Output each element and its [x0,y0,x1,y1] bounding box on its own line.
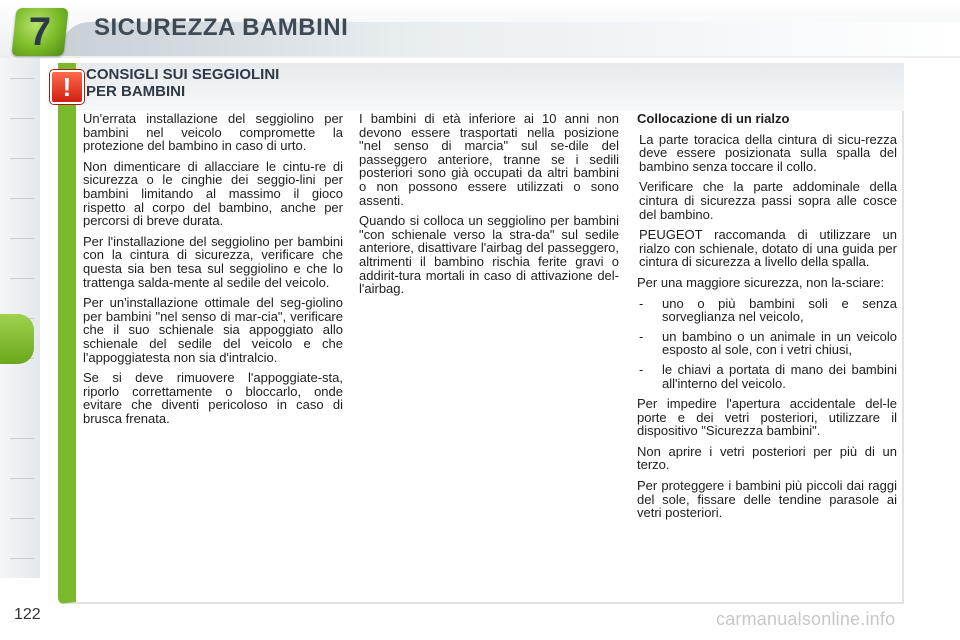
chapter-tab-divider [10,478,34,479]
text-column-1 [83,112,343,432]
chapter-tab-divider [10,78,34,79]
section-title [86,66,366,100]
watermark: carmanualsonline.info [716,609,896,629]
list-item [637,330,897,357]
bullet-list [637,297,897,391]
bullet-marker: - [639,328,644,344]
chapter-number: 7 [28,10,52,54]
chapter-tab-divider [10,518,34,519]
paragraph: Per una maggiore sicurezza, non la-sciare: [637,274,885,290]
paragraph: I bambini di età inferiore ai 10 anni non devono essere trasportati nella posizione "nel senso di marcia" sul se-dile del passeggero anteriore, tranne se i sedili posteriori sono già occupati da altri bambini o non possono essere utilizzati o sono assenti. [359,111,619,208]
subsection-heading: Collocazione di un rialzo [637,111,790,126]
chapter-tab-divider [10,118,34,119]
chapter-tab-divider [10,198,34,199]
chapter-tab-divider [10,278,34,279]
page-number: 122 [14,606,41,623]
bullet-marker: - [639,361,644,377]
list-item [637,363,897,390]
booster-block [637,133,897,269]
paragraph: Se si deve rimuovere l'appoggiate-sta, riporlo correttamente o bloccarlo, onde evitare che diventi pericoloso in caso di brusca frenata. [83,370,343,426]
paragraph: Non aprire i vetri posteriori per più di un terzo. [637,443,897,473]
paragraph: PEUGEOT raccomanda di utilizzare un rialzo con schienale, dotato di una guida per cintura di sicurezza a livello della spalla. [639,227,897,270]
list-item [637,297,897,324]
chapter-tab-divider [10,558,34,559]
paragraph: Verificare che la parte addominale della cintura di sicurezza passi sopra alle cosce del bambino. [639,179,897,222]
section-title-line: CONSIGLI SUI SEGGIOLINI [86,66,280,83]
paragraph: Non dimenticare di allacciare le cintu-re di sicurezza o le cinghie dei seggio-lini per bambini limitando al massimo il gioco rispetto al corpo del bambino, anche per percorsi di breve durata. [83,158,343,229]
chapter-tab-divider [10,238,34,239]
paragraph: Per l'installazione del seggiolino per bambini con la cintura di sicurezza, verificare che questa sia ben tesa sul seggiolino e che lo trattenga salda-mente al sedile del veicolo. [83,233,343,290]
paragraph: Per impedire l'apertura accidentale del-le porte e dei vetri posteriori, utilizzare il dispositivo "Sicurezza bambini". [637,396,897,439]
warning-icon: ! [50,70,84,104]
bullet-marker: - [639,295,644,311]
chapter-tab-divider [10,438,34,439]
paragraph: Per proteggere i bambini più piccoli dai raggi del sole, fissare delle tendine parasole ai vetri posteriori. [637,478,897,521]
chapter-tab-divider [10,158,34,159]
text-column-2 [359,112,619,303]
paragraph: La parte toracica della cintura di sicu-rezza deve essere posizionata sulla spalla del bambino senza toccare il collo. [639,131,897,174]
list-item-text: le chiavi a portata di mano dei bambini all'interno del veicolo. [662,361,897,391]
section-title-line: PER BAMBINI [86,83,186,100]
active-chapter-tab [0,314,34,364]
paragraph: Per un'installazione ottimale del seg-giolino per bambini "nel senso di mar-cia", verificare che il suo schienale sia appoggiato allo schienale del sedile del veicolo e che l'appoggiatesta non sia d'intralcio. [83,295,343,365]
list-item-text: un bambino o un animale in un veicolo esposto al sole, con i vetri chiusi, [662,328,897,358]
text-column-3 [637,112,897,527]
list-item-text: uno o più bambini soli e senza sorveglianza nel veicolo, [662,295,897,325]
paragraph: Quando si colloca un seggiolino per bambini "con schienale verso la stra-da" sul sedile anteriore, disattivare l'airbag del passeggero, altrimenti il bambino rischia ferite gravi o addirit-tura mortali in caso di attivazione del-l'airbag. [359,213,619,297]
paragraph: Un'errata installazione del seggiolino per bambini nel veicolo compromette la protezione del bambino in caso di urto. [83,111,343,154]
page-title: SICUREZZA BAMBINI [94,14,349,41]
